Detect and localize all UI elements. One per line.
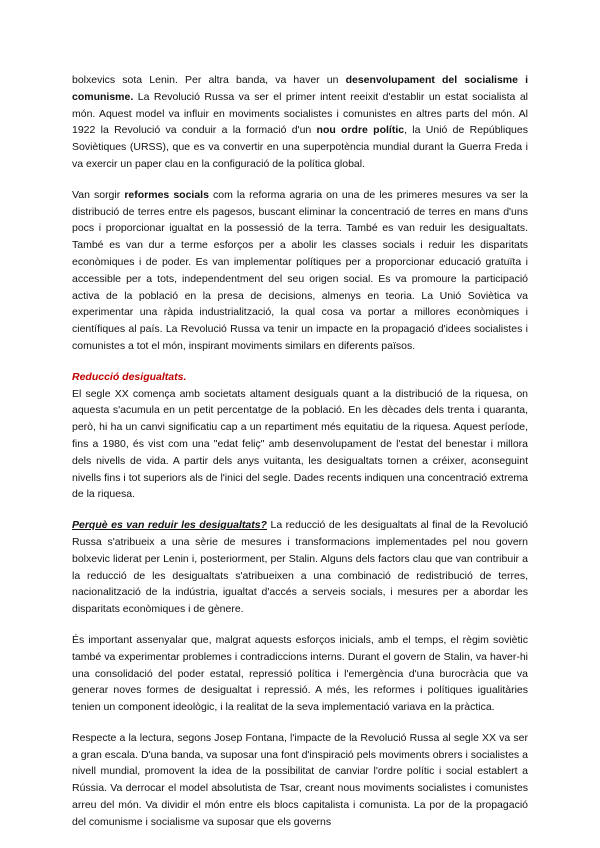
paragraph-contradictions: És important assenyalar que, malgrat aquests esforços inicials, amb el temps, el règim soviètic també va experimentar problemes i contradiccions interns. Durant el govern de Stalin, va haver-hi una consolidació del poder estatal, repressió política i l'emergència d'una burocràcia que va generar noves formes de desigualtat i repressió. A més, les reformes i polítiques igualitàries tenien un component ideològic, i la realitat de la seva implementació variava en la pràctica. (72, 633, 528, 714)
paragraph-social-reforms (72, 187, 528, 355)
paragraph-twentieth-century: El segle XX comença amb societats altament desiguals quant a la distribució de la riquesa, on aquesta s'acumula en un petit percentatge de la població. En les dècades dels trenta i quaranta, però, hi ha un canvi significatiu cap a un repartiment més equitatiu de la riquesa. Aquest període, fins a 1980, és vist com una "edat feliç" amb desenvolupament de l'estat del benestar i millora dels nivells de vida. A partir dels anys vuitanta, les desigualtats tornen a créixer, aconseguint nivells fins i tot superiors als de l'inici del segle. Dades recents indiquen una concentració extrema de la riquesa. (72, 387, 528, 501)
bold-term-social-reforms: reformes socials (124, 188, 209, 201)
text-run: La Revolució Russa va ser el primer intent reeixit d'establir un estat socialista al món. Aquest model va influir en moviments socialistes i comunistes en altres parts del món. Al 1922 la Revolució va conduir a la formació d'un (72, 90, 528, 137)
text-run: Van sorgir (72, 188, 125, 201)
paragraph-why-reduced (72, 517, 528, 618)
text-run: La reducció de les desigualtats al final de la Revolució Russa s'atribueix a una sèrie de mesures i transformacions implementades pel nou govern bolxevic liderat per Lenin i, posteriorment, per Stalin. Alguns dels factors clau que van contribuir a la reducció de les desigualtats s'atribueixen a una combinació de redistribució de terres, nacionalització de la indústria, igualtat d'accés a serveis socials, i mesures per a abordar les disparitats econòmiques i de gènere. (72, 519, 528, 616)
text-run: com la reforma agraria on una de les primeres mesures va ser la distribució de terres entre els pagesos, buscant eliminar la concentració de terres en mans d'uns pocs i proporcionar igualtat en la possessió de la terra. També es van reduir les desigualtats. També es van dur a terme esforços per a abolir les classes socials i reduir les disparitats econòmiques i de poder. Es van implementar polítiques per a proporcionar educació gratuïta i accessible per a tots, independentment del seu origen social. Es va promoure la participació activa de la població en la presa de decisions, almenys en teoria. La Unió Soviètica va experimentar una ràpida industrialització, la qual cosa va portar a millores econòmiques i científiques al país. La Revolució Russa va tenir un impacte en la propagació d'idees socialistes i comunistes a tot el món, inspirant moviments similars en diferents països. (72, 188, 528, 352)
bold-term-new-order: nou ordre polític (316, 124, 405, 137)
paragraph-fontana-reading: Respecte a la lectura, segons Josep Fontana, l'impacte de la Revolució Russa al segle XX va ser a gran escala. D'una banda, va suposar una font d'inspiració pels moviments obrers i socialistes a nivell mundial, promovent la idea de la possibilitat de canviar l'ordre polític i social establert a Rússia. Va derrocar el model absolutista de Tsar, creant nous moviments socialistes i comunistes arreu del món. Va dividir el món entre els blocs capitalista i comunista. La por de la propagació del comunisme i socialisme va suposar que els governs (72, 731, 528, 828)
bold-term-socialism: desenvolupament del socialisme i comunisme. (72, 74, 528, 103)
question-heading: Perquè es van reduir les desigualtats? (72, 519, 267, 532)
text-run: , la Unió de Repúbliques Soviètiques (URSS), que es va convertir en una superpotència mundial durant la Guerra Freda i va exercir un paper clau en la configuració de la política global. (72, 124, 528, 170)
section-heading-inequality-reduction: Reducció desigualtats. (72, 370, 187, 383)
text-run: bolxevics sota Lenin. Per altra banda, va haver un (72, 74, 346, 86)
paragraph-revolution-impact (72, 72, 528, 173)
